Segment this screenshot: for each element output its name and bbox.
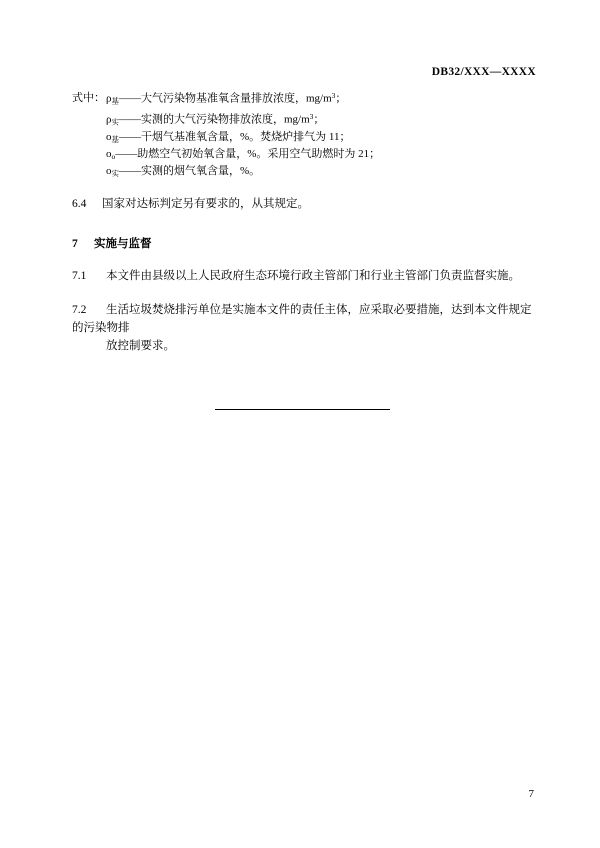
formula-legend-label: 式中： bbox=[72, 92, 105, 105]
formula-symbol: ο bbox=[106, 165, 112, 178]
section-7-number: 7 bbox=[72, 237, 78, 250]
formula-dash: —— bbox=[119, 113, 141, 126]
formula-desc-tail: ； bbox=[335, 92, 347, 105]
formula-dash: —— bbox=[115, 147, 138, 160]
horizontal-rule bbox=[215, 409, 390, 410]
formula-desc-sup: 3 bbox=[309, 111, 314, 121]
end-rule-wrapper bbox=[72, 397, 532, 415]
formula-desc: 助燃空气初始氧含量，%。采用空气助燃时为 21； bbox=[137, 147, 381, 160]
formula-symbol-sub: 基 bbox=[111, 134, 119, 144]
formula-symbol: ο bbox=[106, 130, 112, 143]
formula-symbol-sub: 实 bbox=[111, 169, 119, 179]
formula-legend-line bbox=[72, 130, 532, 147]
clause-6-4 bbox=[72, 196, 532, 213]
formula-desc-tail: ； bbox=[313, 113, 325, 126]
section-7-title: 实施与监督 bbox=[94, 237, 152, 250]
formula-desc: 大气污染物基准氧含量排放浓度，mg/m bbox=[141, 92, 332, 105]
formula-legend-block bbox=[72, 88, 532, 182]
clause-7-1-text: 本文件由县级以上人民政府生态环境行政主管部门和行业主管部门负责监督实施。 bbox=[106, 269, 520, 282]
clause-7-2 bbox=[72, 301, 532, 355]
formula-symbol-sub: 实 bbox=[111, 117, 119, 126]
formula-desc: 实测的烟气氧含量，%。 bbox=[141, 165, 261, 178]
clause-7-2-line-1 bbox=[72, 304, 532, 334]
page-header-doc-code: DB32/XXX—XXXX bbox=[431, 66, 536, 78]
formula-symbol: ρ bbox=[106, 92, 112, 105]
formula-legend-line bbox=[72, 88, 532, 109]
clause-7-2-text-line1: 生活垃圾焚烧排污单位是实施本文件的责任主体，应采取必要措施，达到本文件规定的污染物排 bbox=[72, 303, 532, 334]
formula-desc: 干烟气基准氧含量，%。焚烧炉排气为 11； bbox=[141, 130, 351, 143]
formula-symbol: ο bbox=[106, 147, 112, 160]
clause-6-4-text: 国家对达标判定另有要求的，从其规定。 bbox=[102, 197, 309, 210]
formula-legend-line bbox=[72, 164, 532, 181]
formula-dash: —— bbox=[119, 130, 141, 143]
clause-6-4-number: 6.4 bbox=[72, 197, 87, 210]
formula-desc: 实测的大气污染物排放浓度，mg/m bbox=[141, 113, 310, 126]
formula-desc-sup: 3 bbox=[331, 91, 336, 100]
formula-legend-line bbox=[72, 109, 532, 130]
formula-legend-line bbox=[72, 147, 532, 164]
formula-symbol: ρ bbox=[106, 113, 112, 126]
formula-symbol-sub: o bbox=[111, 151, 116, 161]
page-content bbox=[72, 88, 532, 415]
clause-7-1 bbox=[72, 267, 532, 285]
clause-7-2-number: 7.2 bbox=[72, 303, 87, 316]
formula-dash: —— bbox=[119, 165, 141, 178]
section-7-heading bbox=[72, 235, 532, 251]
page-number: 7 bbox=[528, 788, 534, 800]
formula-dash: —— bbox=[119, 92, 141, 105]
formula-symbol-sub: 基 bbox=[111, 96, 119, 106]
clause-7-2-text-line2: 放控制要求。 bbox=[106, 339, 175, 352]
clause-7-1-number: 7.1 bbox=[72, 269, 87, 282]
